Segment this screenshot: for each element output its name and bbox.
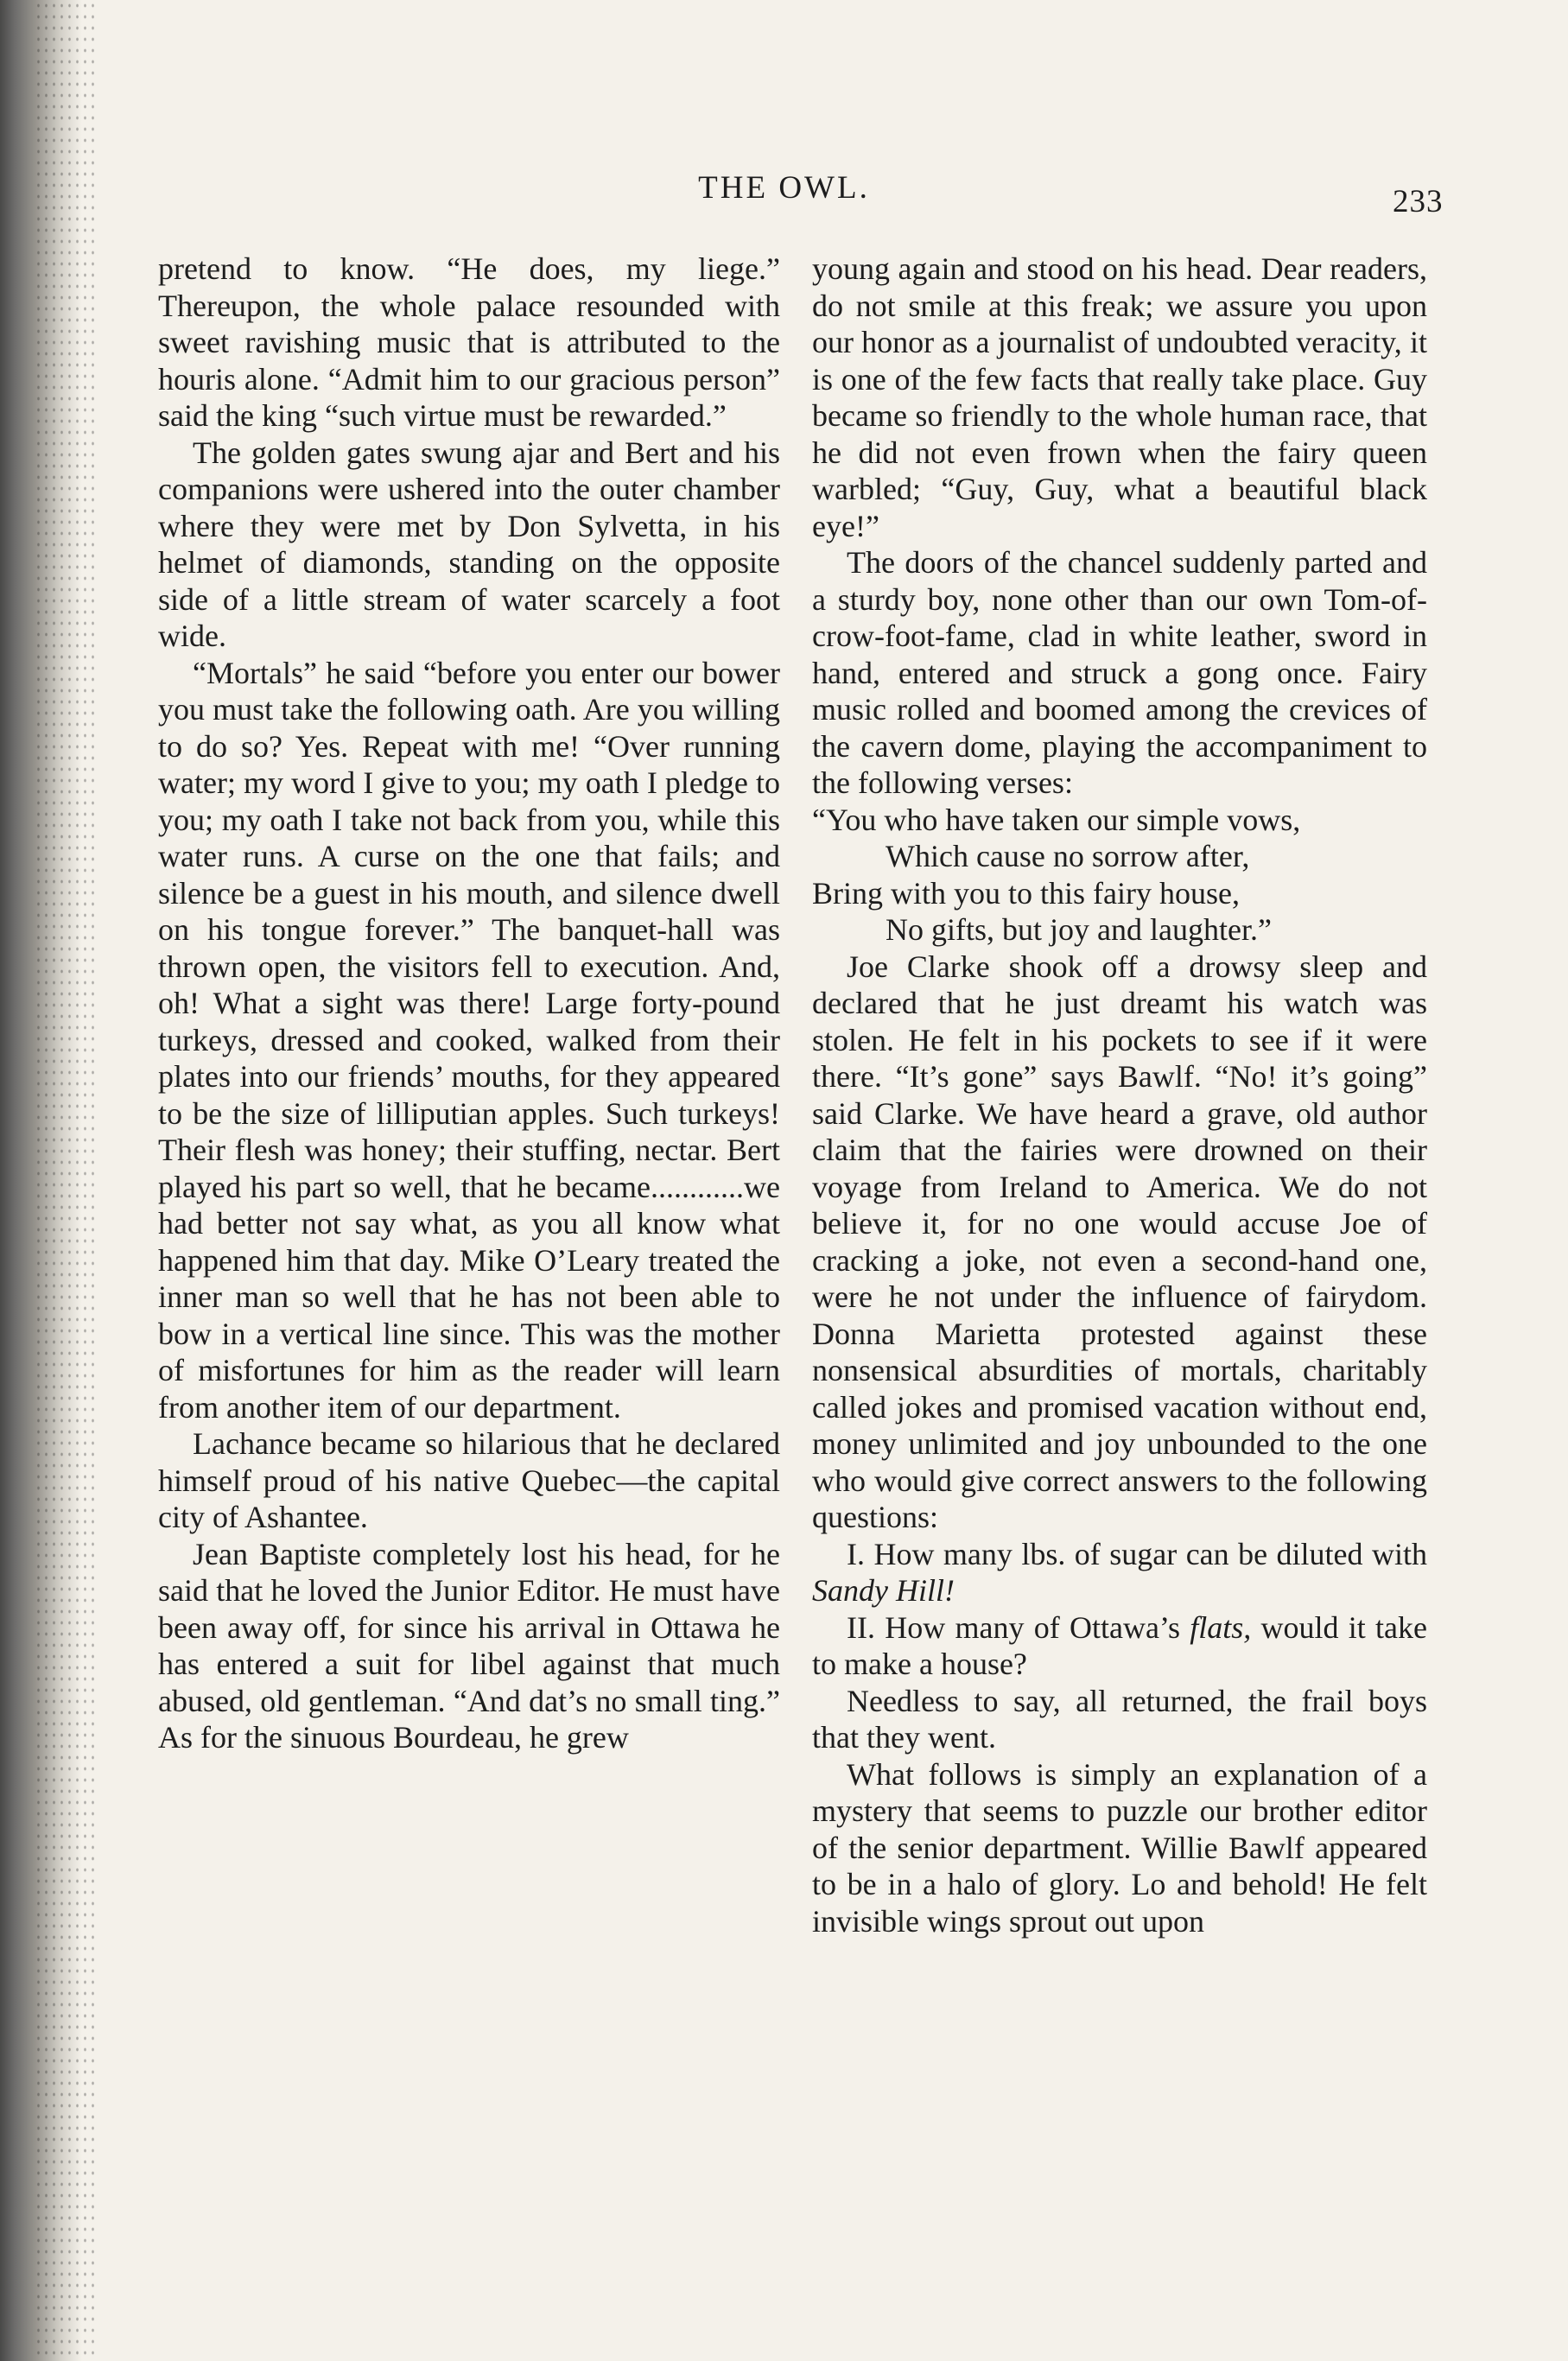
left-column <box>158 251 780 1756</box>
paragraph: Joe Clarke shook off a drowsy sleep and declared that he just dreamt his watch was stolen. He felt in his pockets to see if it were there. “It’s gone” says Bawlf. “No! it’s going” said Clarke. We have heard a grave, old author claim that the fairies were drowned on their voyage from Ireland to America. We do not believe it, for no one would accuse Joe of cracking a joke, not even a second-hand one, were he not under the influence of fairydom. Donna Marietta protested against these nonsensical absurdities of mortals, charitably called jokes and promised vacation without end, money unlimited and joy unbounded to the one who would give correct answers to the following questions: <box>812 949 1427 1534</box>
verse-block <box>812 802 1427 949</box>
paragraph: “Mortals” he said “before you enter our bower you must take the following oath. Are you willing to do so? Yes. Repeat with me! “Over running water; my word I give to you; my oath I pledge to you; my oath I take not back from you, while this water runs. A curse on the one that fails; and silence be a guest in his mouth, and silence dwell on his tongue forever.” The banquet-hall was thrown open, the visitors fell to execution. And, oh! What a sight was there! Large forty-pound turkeys, dressed and cooked, walked from their plates into our friends’ mouths, for they appeared to be the size of lilliputian apples. Such turkeys! Their flesh was honey; their stuffing, nectar. Bert played his part so well, that he became............we had better not say what, as you all know what happened him that day. Mike O’Leary treated the inner man so well that he has not been able to bow in a vertical line since. This was the mother of misfortunes for him as the reader will learn from another item of our department. <box>158 655 780 1425</box>
question-1 <box>812 1536 1427 1609</box>
paragraph: young again and stood on his head. Dear readers, do not smile at this freak; we assure you upon our honor as a journalist of undoubted veracity, it is one of the few facts that really take place. Guy became so friendly to the whole human race, that he did not even frown when the fairy queen warbled; “Guy, Guy, what a beautiful black eye!” <box>812 251 1427 543</box>
question-2 <box>812 1609 1427 1683</box>
verse-line: Bring with you to this fairy house, <box>812 875 1240 911</box>
page-edge-speckle <box>35 0 95 2361</box>
verse-line: “You who have taken our simple vows, <box>812 802 1301 837</box>
question-text: II. How many of Ottawa’s <box>847 1609 1180 1645</box>
paragraph: Jean Baptiste completely lost his head, for he said that he loved the Junior Editor. He must have been away off, for since his arrival in Ottawa he has entered a suit for libel against that much abused, old gentleman. “And dat’s no small ting.” As for the sinuous Bourdeau, he grew <box>158 1536 780 1755</box>
paragraph: Lachance became so hilarious that he declared himself proud of his native Quebec—the capital city of Ashantee. <box>158 1426 780 1534</box>
page-number: 233 <box>1393 184 1444 219</box>
paragraph: What follows is simply an explanation of a mystery that seems to puzzle our brother editor of the senior department. Willie Bawlf appeared to be in a halo of glory. Lo and behold! He felt invisible wings sprout out upon <box>812 1756 1427 1939</box>
running-title: THE OWL. <box>698 170 870 206</box>
paragraph: pretend to know. “He does, my liege.” Thereupon, the whole palace resounded with sweet ravishing music that is attributed to the houris alone. “Admit him to our gracious person” said the king “such virtue must be rewarded.” <box>158 251 780 433</box>
paragraph: The golden gates swung ajar and Bert and his companions were ushered into the outer chamber where they were met by Don Sylvetta, in his helmet of diamonds, standing on the opposite side of a little stream of water scarcely a foot wide. <box>158 435 780 653</box>
right-column <box>812 251 1427 1939</box>
paragraph: The doors of the chancel suddenly parted and a sturdy boy, none other than our own Tom-of-crow-foot-fame, clad in white leather, sword in hand, entered and struck a gong once. Fairy music rolled and boomed among the crevices of the cavern dome, playing the accompaniment to the following verses: <box>812 545 1427 800</box>
question-text: would it take to make a house? <box>812 1609 1428 1681</box>
question-text: I. How many lbs. of sugar can be diluted with <box>847 1536 1427 1571</box>
question-emphasis: flats, <box>1190 1609 1252 1645</box>
question-emphasis: Sandy Hill! <box>812 1573 955 1608</box>
paragraph: Needless to say, all returned, the frail boys that they went. <box>812 1683 1427 1755</box>
verse-line: Which cause no sorrow after, <box>886 839 1250 873</box>
verse-line: No gifts, but joy and laughter.” <box>886 912 1272 947</box>
